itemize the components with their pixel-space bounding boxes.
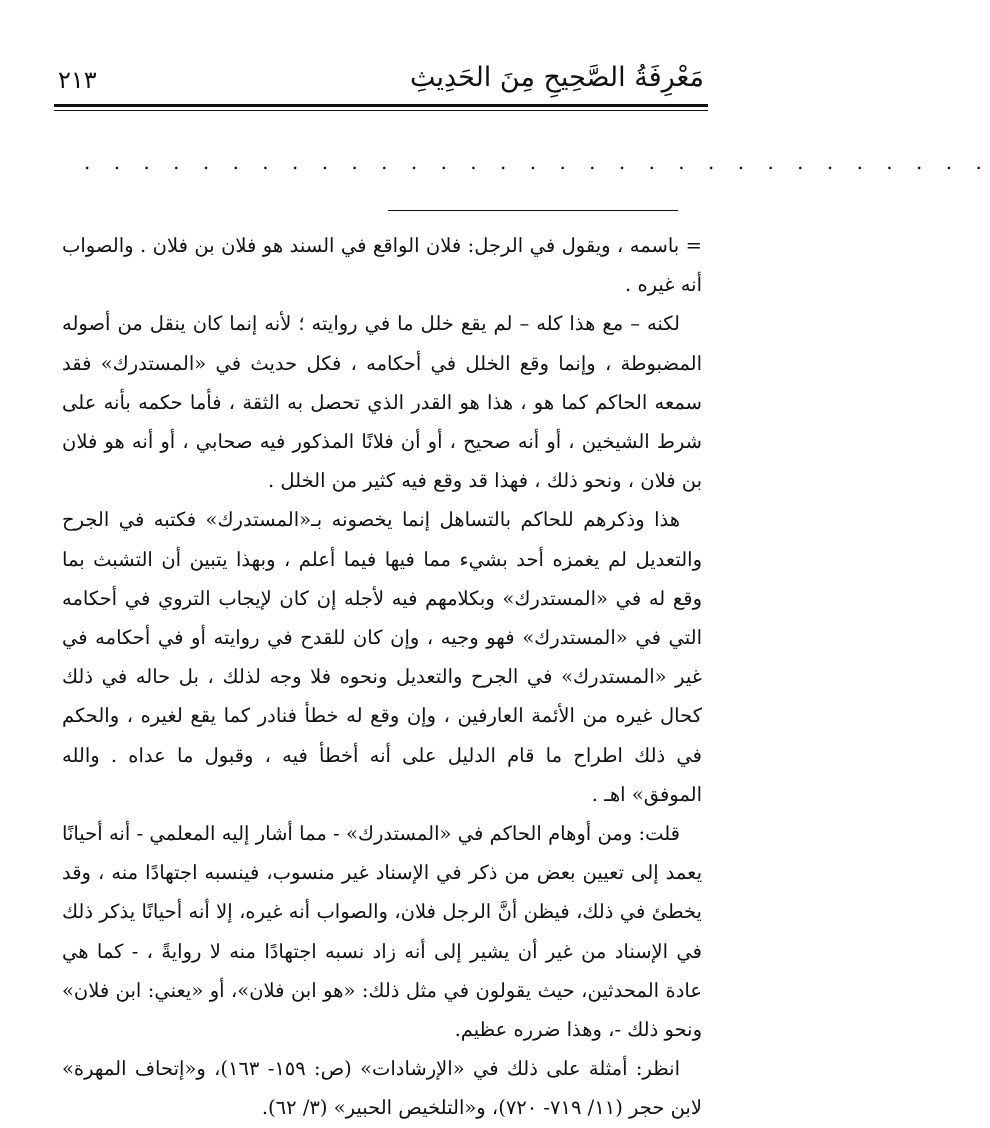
header-rule-thin: [54, 110, 708, 111]
paragraph: قلت: ومن أوهام الحاكم في «المستدرك» - مما أشار إليه المعلمي - أنه أحيانًا يعمد إلى تعيين بعض من ذكر في الإسناد غير منسوب، فينسبه اجتهادًا منه ، وقد يخطئ في ذلك، فيظن أنَّ الرجل فلان، والصواب أنه غيره، إلا أنه أحيانًا يذكر ذلك في الإسناد من غير أن يشير إلى أنه زاد نسبه اجتهادًا منه لا روايةً ، - كما هي عادة المحدثين، حيث يقولون في مثل ذلك: «هو ابن فلان»، أو «يعني: ابن فلان» ونحو ذلك -، وهذا ضرره عظيم.: [62, 822, 702, 1042]
running-title: مَعْرِفَةُ الصَّحِيحِ مِنَ الحَدِيثِ: [409, 62, 704, 93]
paragraph-continuation: = باسمه ، ويقول في الرجل: فلان الواقع في السند هو فلان بن فلان . والصواب أنه غيره .: [62, 234, 702, 297]
page-header: [54, 56, 708, 104]
paragraph: لكنه – مع هذا كله – لم يقع خلل ما في روايته ؛ لأنه إنما كان ينقل من أصوله المضبوطة ، وإنما وقع الخلل في أحكامه ، فكل حديث في «المستدرك» فقد سمعه الحاكم كما هو ، هذا هو القدر الذي تحصل به الثقة ، فأما حكمه بأنه على شرط الشيخين ، أو أنه صحيح ، أو أن فلانًا المذكور فيه صحابي ، أو أنه هو فلان بن فلان ، ونحو ذلك ، فهذا قد وقع فيه كثير من الخلل .: [62, 312, 702, 493]
page-number: ٢١٣: [58, 66, 97, 94]
footnote-body: [62, 226, 702, 1128]
footnote-rule: [388, 210, 678, 211]
header-rule-thick: [54, 104, 708, 107]
paragraph-reference: انظر: أمثلة على ذلك في «الإرشادات» (ص: ١٥٩- ١٦٣)، و«إتحاف المهرة» لابن حجر (١١/ ٧١٩- ٧٢٠)، و«التلخيص الحبير» (٣/ ٦٢).: [62, 1057, 702, 1120]
dotted-separator: . . . . . . . . . . . . . . . . . . . . . . . . . . . . . . .: [84, 150, 990, 174]
paragraph: هذا وذكرهم للحاكم بالتساهل إنما يخصونه بـ«المستدرك» فكتبه في الجرح والتعديل لم يغمزه أحد بشيء مما فيها فيما أعلم ، وبهذا يتبين أن التشبث بما وقع له في «المستدرك» وبكلامهم فيه لأجله إن كان لإيجاب التروي في أحكامه التي في «المستدرك» فهو وجيه ، وإن كان للقدح في روايته أو في أحكامه في غير «المستدرك» في الجرح والتعديل ونحوه فلا وجه لذلك ، بل حاله في ذلك كحال غيره من الأئمة العارفين ، وإن وقع له خطأ فنادر كما يقع لغيره ، والحكم في ذلك اطراح ما قام الدليل على أنه أخطأ فيه ، وقبول ما عداه . والله الموفق» اهـ .: [62, 508, 702, 806]
